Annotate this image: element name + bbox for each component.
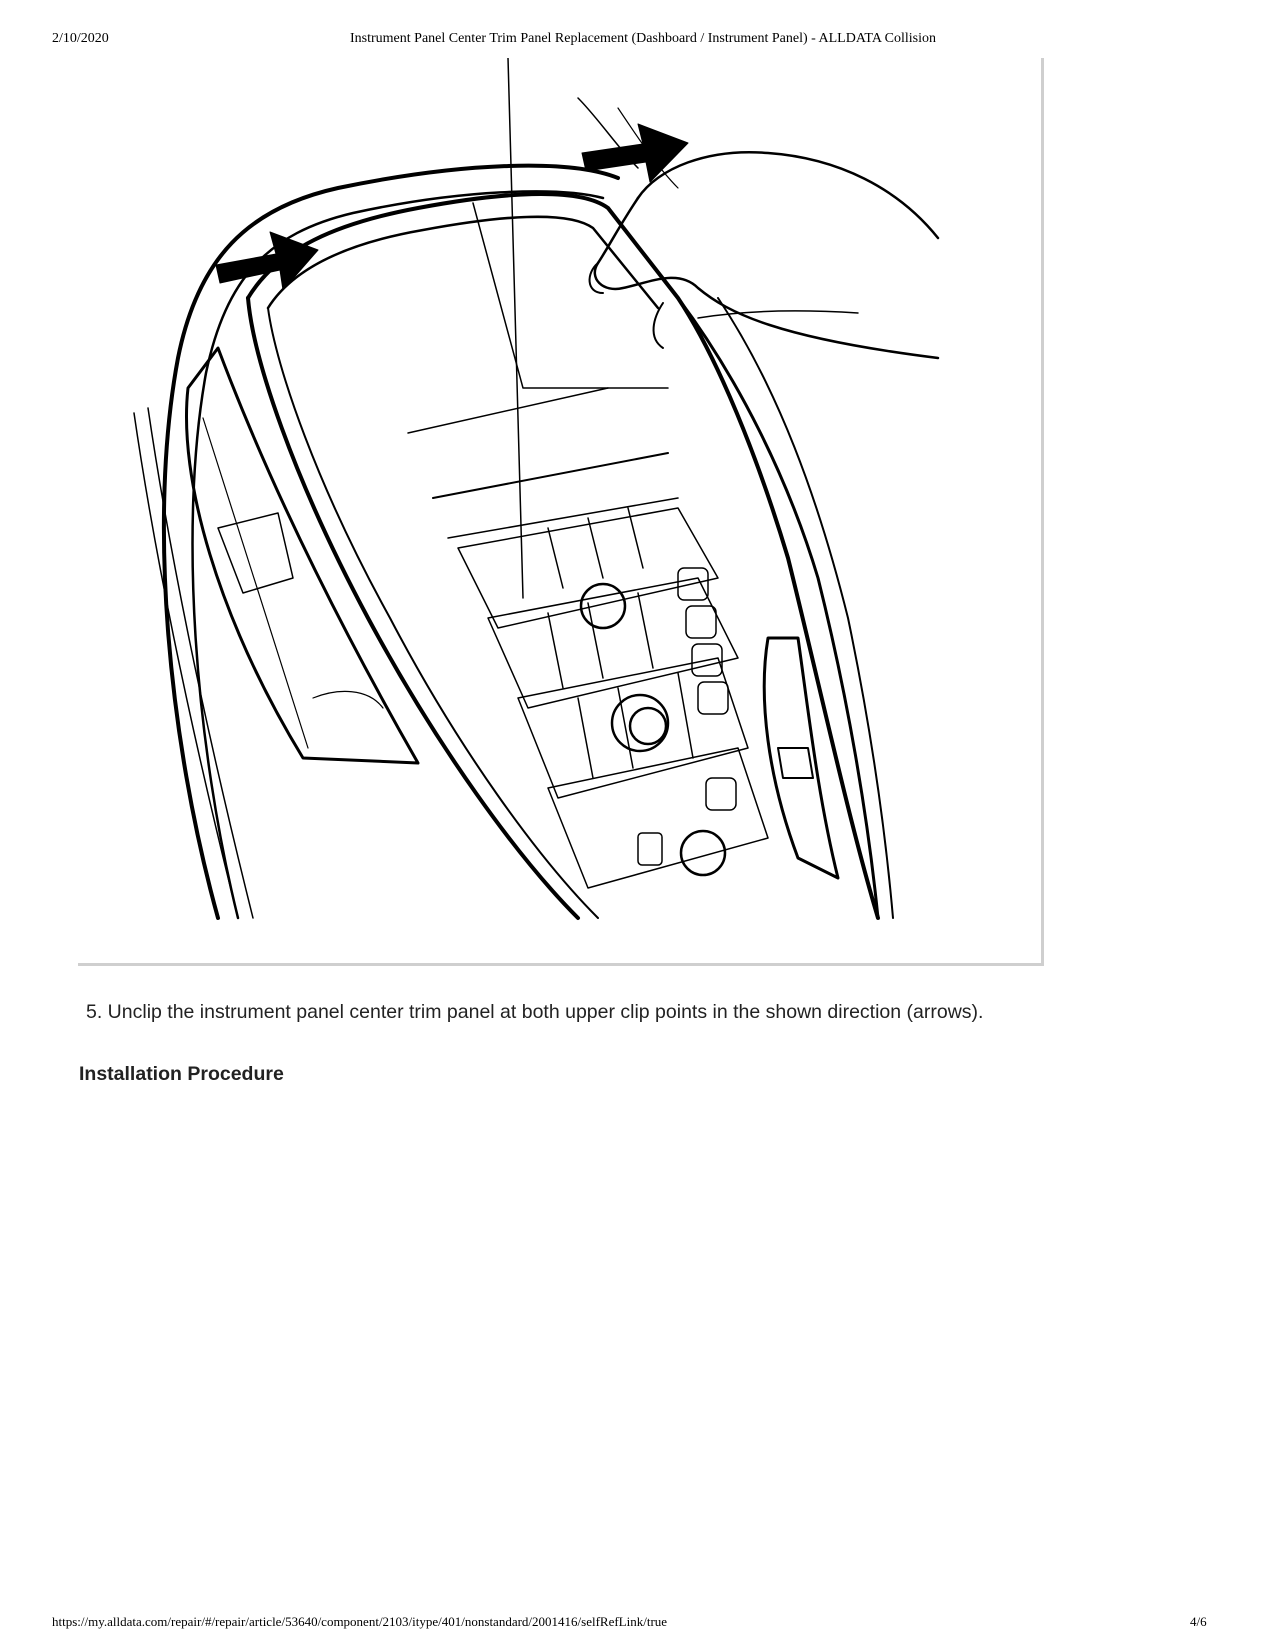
print-header-date: 2/10/2020 (52, 31, 109, 46)
step-5-instruction: 5. Unclip the instrument panel center trim panel at both upper clip points in the shown direction (arrows). (86, 1001, 984, 1023)
installation-procedure-heading: Installation Procedure (79, 1063, 284, 1085)
print-footer-url: https://my.alldata.com/repair/#/repair/article/53640/component/2103/itype/401/nonstandard/2001416/selfRefLink/true (52, 1614, 668, 1629)
instrument-panel-trim-removal-illustration (78, 58, 1041, 963)
print-header-title: Instrument Panel Center Trim Panel Replacement (Dashboard / Instrument Panel) - ALLDATA Collision (350, 31, 937, 46)
figure-frame (78, 58, 1044, 966)
print-footer-page-number: 4/6 (1190, 1614, 1207, 1629)
